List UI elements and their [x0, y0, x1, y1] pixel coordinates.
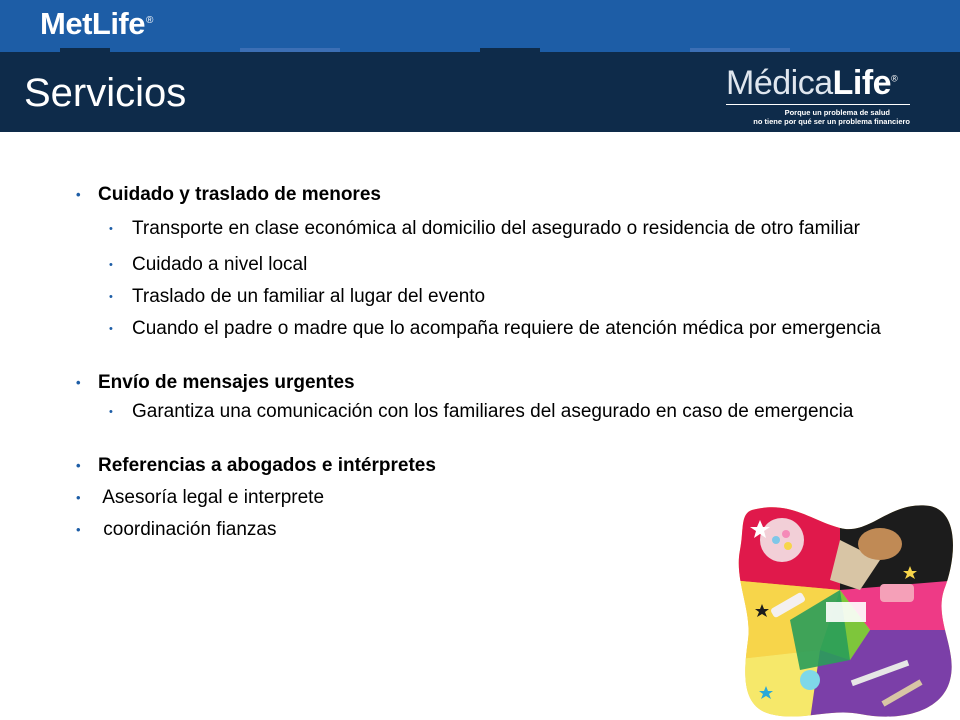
list-item	[72, 455, 892, 477]
list-item-text: Cuidado a nivel local	[132, 254, 308, 275]
list-item-text: Cuando el padre o madre que lo acompaña requiere de atención médica por emergencia	[132, 318, 881, 339]
bullet-icon: •	[109, 406, 113, 418]
list-item-text: Cuidado y traslado de menores	[98, 184, 381, 205]
bullet-icon: •	[109, 291, 113, 303]
medicalife-logo	[712, 58, 920, 128]
list-item-text: Envío de mensajes urgentes	[98, 372, 355, 393]
medicalife-word-part2: Life	[832, 64, 892, 102]
medicalife-divider	[726, 104, 910, 105]
medicalife-tagline	[726, 108, 916, 126]
medicalife-wordmark	[726, 64, 922, 103]
tagline-line2: no tiene por qué ser un problema financiero	[753, 117, 910, 126]
bullet-icon: •	[76, 375, 81, 390]
bullet-icon: •	[109, 223, 113, 235]
list-item	[72, 218, 882, 240]
medical-collage-illustration	[730, 500, 960, 720]
metlife-logo-text: MetLife	[40, 6, 145, 41]
top-brand-bar	[0, 0, 960, 48]
bullet-icon: •	[76, 187, 81, 202]
list-item-text: Asesoría legal e interprete	[98, 487, 325, 508]
title-banner	[0, 52, 960, 132]
list-item-text: coordinación fianzas	[98, 519, 277, 540]
metlife-logo	[40, 6, 153, 42]
registered-mark: ®	[146, 14, 153, 26]
list-item-text: Traslado de un familiar al lugar del evento	[132, 286, 486, 307]
medicalife-word-part1: Médica	[726, 64, 833, 102]
list-item	[72, 318, 882, 340]
list-item	[72, 372, 892, 394]
registered-mark: ®	[891, 73, 898, 84]
list-item	[72, 401, 882, 423]
list-item	[72, 254, 882, 276]
bullet-icon: •	[76, 490, 81, 505]
page-title: Servicios	[24, 71, 187, 115]
list-item-text: Referencias a abogados e intérpretes	[98, 455, 436, 476]
bullet-icon: •	[76, 522, 81, 537]
list-item-text: Garantiza una comunicación con los familiares del asegurado en caso de emergencia	[132, 401, 854, 422]
bullet-icon: •	[109, 259, 113, 271]
bullet-icon: •	[109, 323, 113, 335]
list-item-text: Transporte en clase económica al domicilio del asegurado o residencia de otro familiar	[132, 218, 861, 239]
bullet-icon: •	[76, 458, 81, 473]
bullet-list	[72, 184, 892, 541]
tagline-line1: Porque un problema de salud	[784, 108, 890, 117]
list-item	[72, 286, 882, 308]
list-item	[72, 184, 892, 206]
